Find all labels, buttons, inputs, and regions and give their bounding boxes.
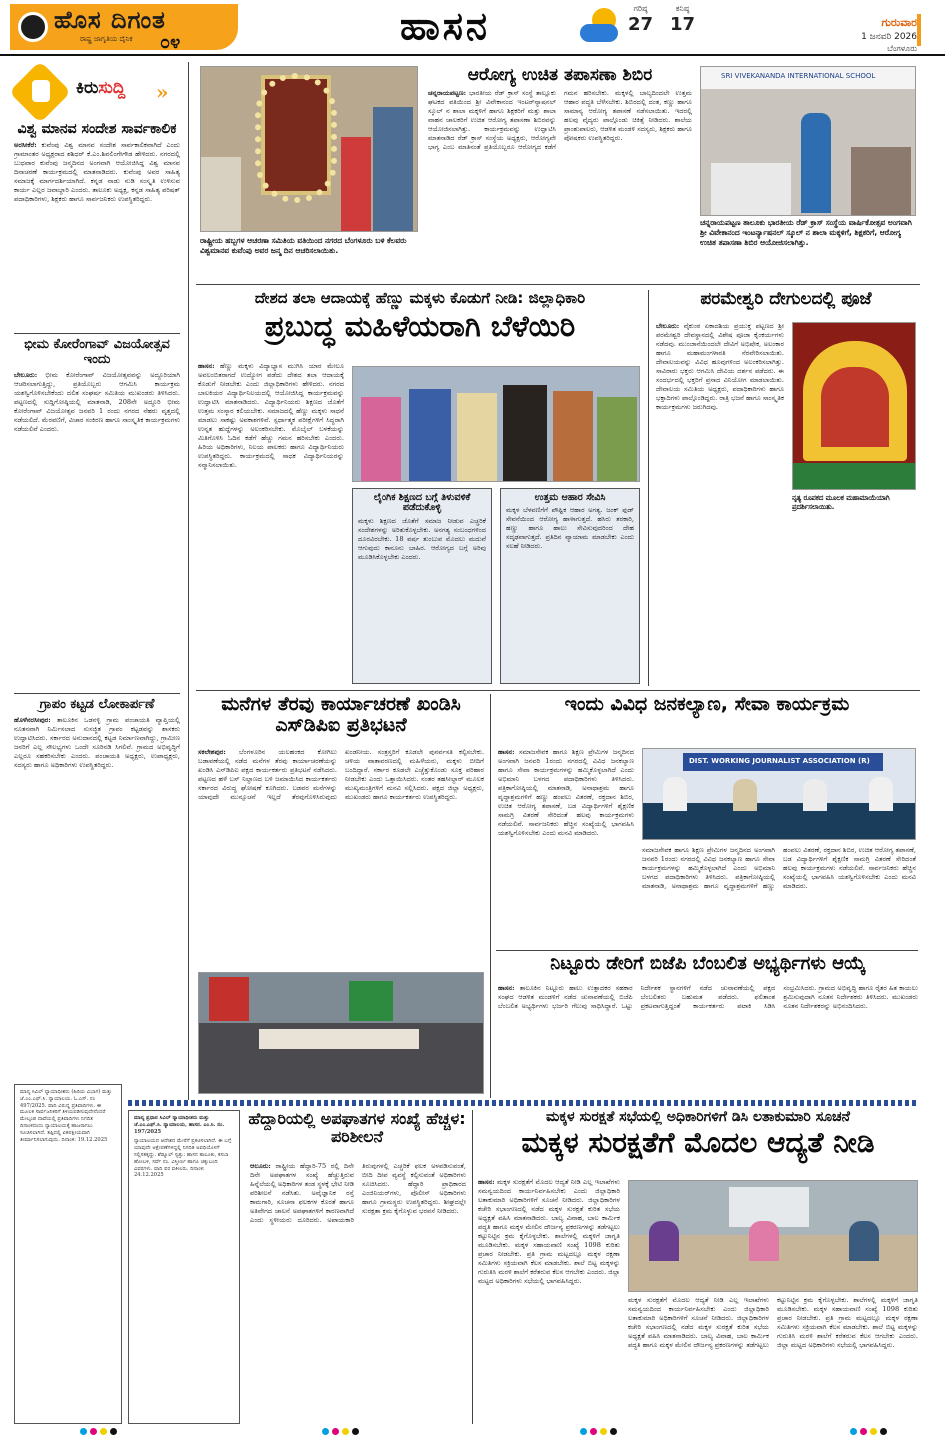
welfare-photo [642, 748, 916, 840]
notice-text: ನ್ಯಾಯಾಲಯದ ಆದೇಶದ ಮೇರೆಗೆ ಪ್ರಕಟಿಸಲಾಗಿದೆ. ಈ ಬಗ್ಗೆ ಯಾವುದೇ ಆಕ್ಷೇಪಣೆಗಳಿದ್ದಲ್ಲಿ ನಿಗದಿತ ಅವಧಿಯೊಳಗೆ ಸಲ್ಲಿಸತಕ್ಕದ್ದು. ಶೆಡ್ಯೂಲ್ ಸ್ವತ್ತು: ಹಾಸನ ತಾಲೂಕು, ಕಸಬಾ ಹೋಬಳಿ, ಸರ್ವೆ ನಂ. ವಿಸ್ತೀರ್ಣ ಹಾಗೂ ಚಕ್ಕುಬಂದಿ ವಿವರಗಳು. ವಾದಿ ಪರ ವಕೀಲರು. ದಿನಾಂಕ: 24.12.2025 [134, 1138, 232, 1179]
article-title: ಹೆದ್ದಾರಿಯಲ್ಲಿ ಅಪಘಾತಗಳ ಸಂಖ್ಯೆ ಹೆಚ್ಚಳ: ಪರಿಶೀಲನೆ [248, 1110, 466, 1146]
article-body: ಹಾಸನ: ಸಮಾಜಸೇವಕ ಹಾಗೂ ಶಿಕ್ಷಣ ಪ್ರೇಮಿಗಳ ಜನ್ಮದಿನದ ಅಂಗವಾಗಿ ಜನವರಿ 1ರಂದು ನಗರದಲ್ಲಿ ವಿವಿಧ ಜನಕಲ್ಯಾಣ ಹಾಗೂ ಸೇವಾ ಕಾರ್ಯಕ್ರಮಗಳನ್ನು ಹಮ್ಮಿಕೊಳ್ಳಲಾಗಿದೆ ಎಂದು ಅಭಿಮಾನಿ ಬಳಗದ ಪದಾಧಿಕಾರಿಗಳು ತಿಳಿಸಿದರು. ಪತ್ರಿಕಾಗೋಷ್ಠಿಯಲ್ಲಿ ಮಾತನಾಡಿ, ಅನಾಥಾಶ್ರಮ ಹಾಗೂ ವೃದ್ಧಾಶ್ರಮಗಳಿಗೆ ಹಣ್ಣು ಹಂಪಲು ವಿತರಣೆ, ರಕ್ತದಾನ ಶಿಬಿರ, ಉಚಿತ ಆರೋಗ್ಯ ತಪಾಸಣೆ, ಬಡ ವಿದ್ಯಾರ್ಥಿಗಳಿಗೆ ಶೈಕ್ಷಣಿಕ ಸಾಮಗ್ರಿ ವಿತರಣೆ ಸೇರಿದಂತೆ ಹಲವು ಕಾರ್ಯಕ್ರಮಗಳು ನಡೆಯಲಿವೆ. ಸಾರ್ವಜನಿಕರು ಹೆಚ್ಚಿನ ಸಂಖ್ಯೆಯಲ್ಲಿ ಭಾಗವಹಿಸಿ ಯಶಸ್ವಿಗೊಳಿಸಬೇಕು ಎಂದು ಮನವಿ ಮಾಡಿದರು. [498, 748, 634, 837]
box-body: ಮಕ್ಕಳು ಶಿಕ್ಷಣದ ಜೊತೆಗೆ ಸಮಾಜ ನೀಡುವ ಎಚ್ಚರಿಕೆ ಸಂದೇಶಗಳನ್ನು ಅರಿತುಕೊಳ್ಳಬೇಕು. ಅನಗತ್ಯ ಸಂಬಂಧಗಳಿಂದ ದೂರವಿರಬೇಕು. 18 ವರ್ಷ ತುಂಬುವ ಮೊದಲು ಮದುವೆ ಆಗುವುದು ಕಾನೂನು ಬಾಹಿರ. ಆರೋಗ್ಯದ ಬಗ್ಗೆ ಅರಿವು ಮೂಡಿಸಿಕೊಳ್ಳಬೇಕು ಎಂದರು. [358, 516, 486, 561]
temple-headline [654, 290, 918, 320]
protest-body [198, 748, 484, 968]
notice-text: ಮಾನ್ಯ ಸಿವಿಲ್ ನ್ಯಾಯಾಧೀಶರು (ಹಿರಿಯ ವಿಭಾಗ) ಮತ್ತು ಜೆ.ಎಂ.ಎಫ್.ಸಿ. ನ್ಯಾಯಾಲಯ. ಓ.ಎಸ್. ನಂ 497/2025. ವಾದಿ ವಿರುದ್ಧ ಪ್ರತಿವಾದಿಗಳು. ಈ ಮೂಲಕ ಸಾರ್ವಜನಿಕರಿಗೆ ತಿಳಿಯಪಡಿಸುವುದೇನೆಂದರೆ ಮೇಲ್ಕಂಡ ದಾವೆಯಲ್ಲಿ ಪ್ರತಿವಾದಿಗಳು ನಿಗದಿತ ದಿನಾಂಕದಂದು ನ್ಯಾಯಾಲಯಕ್ಕೆ ಹಾಜರಾಗಲು ಸೂಚಿಸಲಾಗಿದೆ. ತಪ್ಪಿದಲ್ಲಿ ಏಕಪಕ್ಷೀಯವಾಗಿ ತೀರ್ಮಾನಿಸಲಾಗುವುದು. ದಿನಾಂಕ: 19.12.2025 [20, 1089, 112, 1143]
child-safety-photo [628, 1180, 918, 1292]
article-body: ಮಕ್ಕಳ ಸುರಕ್ಷತೆಗೆ ಮೊದಲ ಆದ್ಯತೆ ನೀಡಿ ಎಲ್ಲ ಇಲಾಖೆಗಳು ಸಮನ್ವಯದಿಂದ ಕಾರ್ಯನಿರ್ವಹಿಸಬೇಕು ಎಂದು ಜಿಲ್ಲಾಧಿಕಾರಿ ಲತಾಕುಮಾರಿ ಅಧಿಕಾರಿಗಳಿಗೆ ಸೂಚನೆ ನೀಡಿದರು. ಜಿಲ್ಲಾಧಿಕಾರಿಗಳ ಕಚೇರಿ ಸಭಾಂಗಣದಲ್ಲಿ ನಡೆದ ಮಕ್ಕಳ ಸುರಕ್ಷತೆ ಕುರಿತ ಸಭೆಯ ಅಧ್ಯಕ್ಷತೆ ವಹಿಸಿ ಮಾತನಾಡಿದರು. ಬಾಲ್ಯ ವಿವಾಹ, ಬಾಲ ಕಾರ್ಮಿಕ ಪದ್ಧತಿ ಹಾಗೂ ಮಕ್ಕಳ ಮೇಲಿನ ದೌರ್ಜನ್ಯ ಪ್ರಕರಣಗಳನ್ನು ತಡೆಗಟ್ಟಲು ಕಟ್ಟುನಿಟ್ಟಿನ ಕ್ರಮ ಕೈಗೊಳ್ಳಬೇಕು. ಶಾಲೆಗಳಲ್ಲಿ ಮಕ್ಕಳಿಗೆ ಜಾಗೃತಿ ಮೂಡಿಸಬೇಕು. ಮಕ್ಕಳ ಸಹಾಯವಾಣಿ ಸಂಖ್ಯೆ 1098 ಕುರಿತು ಪ್ರಚಾರ ನೀಡಬೇಕು. ಪ್ರತಿ ಗ್ರಾಮ ಮಟ್ಟದಲ್ಲೂ ಮಕ್ಕಳ ರಕ್ಷಣಾ ಸಮಿತಿಗಳು ಸಕ್ರಿಯವಾಗಿ ಕೆಲಸ ಮಾಡಬೇಕು. ಶಾಲೆ ಬಿಟ್ಟ ಮಕ್ಕಳನ್ನು ಗುರುತಿಸಿ ಮರಳಿ ಶಾಲೆಗೆ ಕರೆತರುವ ಕೆಲಸ ಆಗಬೇಕು ಎಂದರು. ಜಿಲ್ಲಾ ಮಟ್ಟದ ಅಧಿಕಾರಿಗಳು ಸಭೆಯಲ್ಲಿ ಭಾಗವಹಿಸಿದ್ದರು. [628, 1296, 918, 1349]
box-title: ಉತ್ತಮ ಆಹಾರ ಸೇವಿಸಿ [534, 492, 606, 503]
accidents-headline [248, 1110, 466, 1158]
banner-text: DIST. WORKING JOURNALIST ASSOCIATION (R) [689, 757, 870, 765]
brand-panel [10, 4, 238, 53]
hand-icon [32, 80, 50, 102]
article-title: ನಿಟ್ಟೂರು ಡೇರಿಗೆ ಬಿಜೆಪಿ ಬೆಂಬಲಿತ ಅಭ್ಯರ್ಥಿಗಳು ಆಯ್ಕೆ [550, 954, 866, 974]
box-title: ಲೈಂಗಿಕ ಶಿಕ್ಷಣದ ಬಗ್ಗೆ ತಿಳುವಳಿಕೆ ಪಡೆದುಕೊಳ್ಳಿ [373, 492, 471, 514]
left-column [14, 122, 180, 1082]
chevron-right-icon: » [156, 80, 169, 104]
column-divider [188, 62, 189, 1102]
lead-body-col [198, 362, 344, 688]
child-safety-body-col [478, 1178, 620, 1424]
lead-kicker: ದೇಶದ ತಲಾ ಆದಾಯಕ್ಕೆ ಹೆಣ್ಣು ಮಕ್ಕಳು ಕೊಡುಗೆ ನೀಡಿ: ಜಿಲ್ಲಾಧಿಕಾರಿ [254, 290, 586, 307]
page-number: ೦೪ [160, 32, 181, 53]
article-body: ಸಮಾಜಸೇವಕ ಹಾಗೂ ಶಿಕ್ಷಣ ಪ್ರೇಮಿಗಳ ಜನ್ಮದಿನದ ಅಂಗವಾಗಿ ಜನವರಿ 1ರಂದು ನಗರದಲ್ಲಿ ವಿವಿಧ ಜನಕಲ್ಯಾಣ ಹಾಗೂ ಸೇವಾ ಕಾರ್ಯಕ್ರಮಗಳನ್ನು ಹಮ್ಮಿಕೊಳ್ಳಲಾಗಿದೆ ಎಂದು ಅಭಿಮಾನಿ ಬಳಗದ ಪದಾಧಿಕಾರಿಗಳು ತಿಳಿಸಿದರು. ಪತ್ರಿಕಾಗೋಷ್ಠಿಯಲ್ಲಿ ಮಾತನಾಡಿ, ಅನಾಥಾಶ್ರಮ ಹಾಗೂ ವೃದ್ಧಾಶ್ರಮಗಳಿಗೆ ಹಣ್ಣು ಹಂಪಲು ವಿತರಣೆ, ರಕ್ತದಾನ ಶಿಬಿರ, ಉಚಿತ ಆರೋಗ್ಯ ತಪಾಸಣೆ, ಬಡ ವಿದ್ಯಾರ್ಥಿಗಳಿಗೆ ಶೈಕ್ಷಣಿಕ ಸಾಮಗ್ರಿ ವಿತರಣೆ ಸೇರಿದಂತೆ ಹಲವು ಕಾರ್ಯಕ್ರಮಗಳು ನಡೆಯಲಿವೆ. ಸಾರ್ವಜನಿಕರು ಹೆಚ್ಚಿನ ಸಂಖ್ಯೆಯಲ್ಲಿ ಭಾಗವಹಿಸಿ ಯಶಸ್ವಿಗೊಳಿಸಬೇಕು ಎಂದು ಮನವಿ ಮಾಡಿದರು. [642, 846, 916, 890]
sidebar-box-1 [352, 488, 492, 684]
child-safety-headline [478, 1110, 918, 1176]
section-divider [496, 950, 918, 951]
lead-photo [352, 366, 640, 482]
article-title: ಮನೆಗಳ ತೆರವು ಕಾರ್ಯಾಚರಣೆ ಖಂಡಿಸಿ ಎಸ್‌ಡಿಪಿಐ ಪ್ರತಿಭಟನೆ [221, 694, 461, 736]
article-body: ಹಾಸನ: ತಾಲೂಕಿನ ನಿಟ್ಟೂರು ಹಾಲು ಉತ್ಪಾದಕರ ಸಹಕಾರ ಸಂಘದ ಆಡಳಿತ ಮಂಡಳಿಗೆ ನಡೆದ ಚುನಾವಣೆಯಲ್ಲಿ ಬಿಜೆಪಿ ಬೆಂಬಲಿತ ಅಭ್ಯರ್ಥಿಗಳು ಭರ್ಜರಿ ಗೆಲುವು ಸಾಧಿಸಿದ್ದಾರೆ. ಒಟ್ಟು ನಿರ್ದೇಶಕ ಸ್ಥಾನಗಳಿಗೆ ನಡೆದ ಚುನಾವಣೆಯಲ್ಲಿ ಪಕ್ಷದ ಬೆಂಬಲಿತರು ಬಹುಮತ ಪಡೆದರು. ಫಲಿತಾಂಶ ಪ್ರಕಟವಾಗುತ್ತಿದ್ದಂತೆ ಕಾರ್ಯಕರ್ತರು ಪಟಾಕಿ ಸಿಡಿಸಿ ಸಂಭ್ರಮಿಸಿದರು. ಗ್ರಾಮದ ಅಭಿವೃದ್ಧಿ ಹಾಗೂ ರೈತರ ಹಿತ ಕಾಯಲು ಶ್ರಮಿಸುವುದಾಗಿ ನೂತನ ನಿರ್ದೇಶಕರು ತಿಳಿಸಿದರು. ಮುಖಂಡರು ನೂತನ ನಿರ್ದೇಶಕರನ್ನು ಅಭಿನಂದಿಸಿದರು. [498, 984, 918, 1010]
article-body: ಚನ್ನರಾಯಪಟ್ಟಣ: ಭಾರತೀಯ ರೆಡ್ ಕ್ರಾಸ್ ಸಂಸ್ಥೆ ತಾಲ್ಲೂಕು ಘಟಕದ ವತಿಯಿಂದ ಶ್ರೀ ವಿವೇಕಾನಂದ ಇಂಟರ್‌ನ್ಯಾಷನಲ್ ಸ್ಕೂಲ್ ನ ಶಾಲಾ ಮಕ್ಕಳಿಗೆ ಹಾಗೂ ಶಿಕ್ಷಕರಿಗೆ ಮತ್ತು ಶಾಲಾ ವಾಹನ ಚಾಲಕರಿಗೆ ಉಚಿತ ಆರೋಗ್ಯ ತಪಾಸಣಾ ಶಿಬಿರವನ್ನು ಆಯೋಜಿಸಲಾಗಿತ್ತು. ಕಾರ್ಯಕ್ರಮವನ್ನು ಉದ್ಘಾಟಿಸಿ ಮಾತನಾಡಿದ ರೆಡ್ ಕ್ರಾಸ್ ಸಂಸ್ಥೆಯ ಅಧ್ಯಕ್ಷರು, ಆರೋಗ್ಯವೇ ಭಾಗ್ಯ ಎಂಬ ಮಾತಿನಂತೆ ಪ್ರತಿಯೊಬ್ಬರೂ ಆರೋಗ್ಯದ ಕಡೆಗೆ ಗಮನ ಹರಿಸಬೇಕು. ಮಕ್ಕಳಲ್ಲಿ ಬಾಲ್ಯದಿಂದಲೇ ಉತ್ತಮ ಆಹಾರ ಪದ್ಧತಿ ಬೆಳೆಸಬೇಕು. ಶಿಬಿರದಲ್ಲಿ ದಂತ, ಕಣ್ಣು ಹಾಗೂ ಸಾಮಾನ್ಯ ಆರೋಗ್ಯ ತಪಾಸಣೆ ನಡೆಸಲಾಯಿತು. ಇದರಲ್ಲಿ ಹಲವು ವೈದ್ಯರು ಪಾಲ್ಗೊಂಡು ಚಿಕಿತ್ಸೆ ನೀಡಿದರು. ಶಾಲೆಯ ಪ್ರಾಂಶುಪಾಲರು, ಆಡಳಿತ ಮಂಡಳಿ ಸದಸ್ಯರು, ಶಿಕ್ಷಕರು ಹಾಗೂ ಪೋಷಕರು ಉಪಸ್ಥಿತರಿದ್ದರು. [428, 88, 692, 151]
max-temp: ಗರಿಷ್ಠ 27 [628, 4, 654, 35]
brand-tagline: ರಾಷ್ಟ್ರ ಜಾಗೃತಿಯ ದೈನಿಕ [80, 35, 133, 43]
school-camp-caption: ಚನ್ನರಾಯಪಟ್ಟಣ ತಾಲೂಕು ಭಾರತೀಯ ರೆಡ್ ಕ್ರಾಸ್ ಸಂಸ್ಥೆಯ ವಾರ್ಷಿಕೋತ್ಸವ ಅಂಗವಾಗಿ ಶ್ರೀ ವಿವೇಕಾನಂದ ಇಂಟರ್ನ್ಯಾಷನಲ್ ಸ್ಕೂಲ್ ನ ಶಾಲಾ ಮಕ್ಕಳಿಗೆ, ಶಿಕ್ಷಕರಿಗೆ, ಆರೋಗ್ಯ ಉಚಿತ ತಪಾಸಣಾ ಶಿಬಿರ ಆಯೋಜಿಸಲಾಗಿತ್ತು. [700, 218, 912, 247]
bjp-body [498, 984, 918, 1096]
brand-name: ಹೊಸ ದಿಗಂತ [54, 6, 166, 34]
legal-notice-1 [14, 1084, 122, 1424]
kiru-suddi-badge [14, 64, 180, 118]
article-title: ಇಂದು ವಿವಿಧ ಜನಕಲ್ಯಾಣ, ಸೇವಾ ಕಾರ್ಯಕ್ರಮ [564, 694, 850, 715]
section-divider [196, 284, 920, 285]
kuvempu-photo [200, 66, 418, 232]
welfare-body-col [498, 748, 634, 944]
bjp-headline [498, 954, 918, 984]
column-divider [490, 694, 491, 1098]
welfare-headline [496, 694, 918, 724]
masthead [0, 0, 945, 56]
protest-headline [198, 694, 484, 744]
article-body: ಹಾಸನ: ಮಕ್ಕಳ ಸುರಕ್ಷತೆಗೆ ಮೊದಲ ಆದ್ಯತೆ ನೀಡಿ ಎಲ್ಲ ಇಲಾಖೆಗಳು ಸಮನ್ವಯದಿಂದ ಕಾರ್ಯನಿರ್ವಹಿಸಬೇಕು ಎಂದು ಜಿಲ್ಲಾಧಿಕಾರಿ ಲತಾಕುಮಾರಿ ಅಧಿಕಾರಿಗಳಿಗೆ ಸೂಚನೆ ನೀಡಿದರು. ಜಿಲ್ಲಾಧಿಕಾರಿಗಳ ಕಚೇರಿ ಸಭಾಂಗಣದಲ್ಲಿ ನಡೆದ ಮಕ್ಕಳ ಸುರಕ್ಷತೆ ಕುರಿತ ಸಭೆಯ ಅಧ್ಯಕ್ಷತೆ ವಹಿಸಿ ಮಾತನಾಡಿದರು. ಬಾಲ್ಯ ವಿವಾಹ, ಬಾಲ ಕಾರ್ಮಿಕ ಪದ್ಧತಿ ಹಾಗೂ ಮಕ್ಕಳ ಮೇಲಿನ ದೌರ್ಜನ್ಯ ಪ್ರಕರಣಗಳನ್ನು ತಡೆಗಟ್ಟಲು ಕಟ್ಟುನಿಟ್ಟಿನ ಕ್ರಮ ಕೈಗೊಳ್ಳಬೇಕು. ಶಾಲೆಗಳಲ್ಲಿ ಮಕ್ಕಳಿಗೆ ಜಾಗೃತಿ ಮೂಡಿಸಬೇಕು. ಮಕ್ಕಳ ಸಹಾಯವಾಣಿ ಸಂಖ್ಯೆ 1098 ಕುರಿತು ಪ್ರಚಾರ ನೀಡಬೇಕು. ಪ್ರತಿ ಗ್ರಾಮ ಮಟ್ಟದಲ್ಲೂ ಮಕ್ಕಳ ರಕ್ಷಣಾ ಸಮಿತಿಗಳು ಸಕ್ರಿಯವಾಗಿ ಕೆಲಸ ಮಾಡಬೇಕು. ಶಾಲೆ ಬಿಟ್ಟ ಮಕ್ಕಳನ್ನು ಗುರುತಿಸಿ ಮರಳಿ ಶಾಲೆಗೆ ಕರೆತರುವ ಕೆಲಸ ಆಗಬೇಕು ಎಂದರು. ಜಿಲ್ಲಾ ಮಟ್ಟದ ಅಧಿಕಾರಿಗಳು ಸಭೆಯಲ್ಲಿ ಭಾಗವಹಿಸಿದ್ದರು. [478, 1178, 620, 1285]
lead-title: ಪ್ರಬುದ್ಧ ಮಹಿಳೆಯರಾಗಿ ಬೆಳೆಯಿರಿ [264, 308, 576, 343]
temple-photo-caption: ನೃತ್ಯ ರೂಪಕದ ಮೂಲಕ ಮಹಾಮಾಯೆಯಾಗಿ ಪ್ರದರ್ಶಿಸಲಾಯಿತು. [792, 494, 890, 511]
accidents-body [250, 1162, 466, 1424]
registration-marks [580, 1428, 617, 1435]
lead-headline [198, 290, 642, 352]
kiru-suddi-label: ಕಿರುಸುದ್ದಿ [76, 78, 126, 98]
health-camp-article [428, 66, 692, 280]
masthead-accent [917, 14, 921, 46]
article-title: ಆರೋಗ್ಯ ಉಚಿತ ತಪಾಸಣಾ ಶಿಬಿರ [467, 66, 653, 85]
article-body: ಅರಸೀಕೆರೆ: ಕುವೆಂಪು ವಿಶ್ವ ಮಾನವ ಸಂದೇಶ ಸಾರ್ವಕಾಲಿಕವಾಗಿದೆ ಎಂದು ಗ್ರಾಮಾಂತರ ಅಧ್ಯಕ್ಷರಾದ ಶಶಿಧರ್ ಕೆ.ಎಂ.ಶಿವಲಿಂಗೇಗೌಡ ಹೇಳಿದರು. ನಗರದಲ್ಲಿ ಬುಧವಾರ ಕುವೆಂಪು ಜನ್ಮದಿನದ ಅಂಗವಾಗಿ ಆಯೋಜಿಸಿದ್ದ ವಿಶ್ವ ಮಾನವ ದಿನಾಚರಣೆ ಕಾರ್ಯಕ್ರಮದಲ್ಲಿ ಮಾತನಾಡಿದರು. ಕುವೆಂಪು ಅವರ ಸಾಹಿತ್ಯ ಸಮಾಜಕ್ಕೆ ಮಾರ್ಗದರ್ಶಿಯಾಗಿದೆ. ಕನ್ನಡ ನಾಡು ನುಡಿ ಸಂಸ್ಕೃತಿ ಉಳಿಸುವ ಕಾರ್ಯ ಎಲ್ಲರ ಜವಾಬ್ದಾರಿ ಎಂದರು. ತಾಲೂಕು ಅಧ್ಯಕ್ಷ, ಕನ್ನಡ ಸಾಹಿತ್ಯ ಪರಿಷತ್ ಪದಾಧಿಕಾರಿಗಳು, ಶಿಕ್ಷಕರು ಹಾಗೂ ಸಾರ್ವಜನಿಕರು ಉಪಸ್ಥಿತರಿದ್ದರು. [14, 141, 180, 204]
protest-photo [198, 972, 484, 1094]
section-divider [196, 690, 920, 691]
child-safety-kicker: ಮಕ್ಕಳ ಸುರಕ್ಷತೆ ಸಭೆಯಲ್ಲಿ ಅಧಿಕಾರಿಗಳಿಗೆ ಡಿಸಿ ಲತಾಕುಮಾರಿ ಸೂಚನೆ [546, 1110, 850, 1125]
column-divider [472, 1110, 473, 1424]
temple-photo [792, 322, 916, 490]
school-sign: SRI VIVEKANANDA INTERNATIONAL SCHOOL [721, 72, 876, 80]
issue-date: ಗುರುವಾರ 1 ಜನವರಿ 2026 ಬೆಂಗಳೂರು [861, 16, 917, 53]
registration-marks [322, 1428, 359, 1435]
child-safety-title: ಮಕ್ಕಳ ಸುರಕ್ಷತೆಗೆ ಮೊದಲ ಆದ್ಯತೆ ನೀಡಿ [521, 1126, 875, 1160]
article-body: ಸಕಲೇಶಪುರ: ಬೆಂಗಳೂರಿನ ಯಲಹಂಕದ ಕೋಗಿಲು ಬಡಾವಣೆಯಲ್ಲಿ ನಡೆದ ಮನೆಗಳ ತೆರವು ಕಾರ್ಯಾಚರಣೆಯನ್ನು ಖಂಡಿಸಿ ಎಸ್‌ಡಿಪಿಐ ಪಕ್ಷದ ಕಾರ್ಯಕರ್ತರು ಪ್ರತಿಭಟನೆ ನಡೆಸಿದರು. ಪಟ್ಟಣದ ಹಳೆ ಬಸ್ ನಿಲ್ದಾಣದ ಬಳಿ ಜಮಾಯಿಸಿದ ಕಾರ್ಯಕರ್ತರು ಸರ್ಕಾರದ ವಿರುದ್ಧ ಘೋಷಣೆ ಕೂಗಿದರು. ಬಡವರ ಮನೆಗಳನ್ನು ಯಾವುದೇ ಮುನ್ಸೂಚನೆ ಇಲ್ಲದೆ ತೆರವುಗೊಳಿಸಿರುವುದು ಖಂಡನೀಯ. ಸಂತ್ರಸ್ತರಿಗೆ ಕೂಡಲೇ ಪುನರ್ವಸತಿ ಕಲ್ಪಿಸಬೇಕು. ಚಳಿಯ ವಾತಾವರಣದಲ್ಲಿ ಮಹಿಳೆಯರು, ಮಕ್ಕಳು ಬೀದಿಗೆ ಬಂದಿದ್ದಾರೆ. ಸರ್ಕಾರ ಕೂಡಲೇ ಎಚ್ಚೆತ್ತುಕೊಂಡು ಸೂಕ್ತ ಪರಿಹಾರ ನೀಡಬೇಕು ಎಂದು ಒತ್ತಾಯಿಸಿದರು. ನಂತರ ತಹಸೀಲ್ದಾರ್ ಮೂಲಕ ಮುಖ್ಯಮಂತ್ರಿಗಳಿಗೆ ಮನವಿ ಸಲ್ಲಿಸಿದರು. ಪಕ್ಷದ ಜಿಲ್ಲಾ ಅಧ್ಯಕ್ಷರು, ಮುಖಂಡರು ಹಾಗೂ ಕಾರ್ಯಕರ್ತರು ಉಪಸ್ಥಿತರಿದ್ದರು. [198, 748, 484, 801]
child-safety-body-col-2 [628, 1296, 918, 1424]
edition-city: ಹಾಸನ [400, 4, 491, 48]
welfare-body-col-2 [642, 846, 916, 946]
article-body: ಆಲೂರು: ರಾಷ್ಟ್ರೀಯ ಹೆದ್ದಾರಿ-75 ರಲ್ಲಿ ದಿನೇ ದಿನೇ ಅಪಘಾತಗಳ ಸಂಖ್ಯೆ ಹೆಚ್ಚುತ್ತಿರುವ ಹಿನ್ನೆಲೆಯಲ್ಲಿ ಅಧಿಕಾರಿಗಳ ತಂಡ ಸ್ಥಳಕ್ಕೆ ಭೇಟಿ ನೀಡಿ ಪರಿಶೀಲನೆ ನಡೆಸಿತು. ಅವೈಜ್ಞಾನಿಕ ರಸ್ತೆ ಕಾಮಗಾರಿ, ಸೂಚನಾ ಫಲಕಗಳ ಕೊರತೆ ಹಾಗೂ ಅತಿವೇಗದ ಚಾಲನೆ ಅಪಘಾತಗಳಿಗೆ ಕಾರಣವಾಗಿದೆ ಎಂದು ಸ್ಥಳೀಯರು ದೂರಿದರು. ಅಪಾಯಕಾರಿ ತಿರುವುಗಳಲ್ಲಿ ಎಚ್ಚರಿಕೆ ಫಲಕ ಅಳವಡಿಸುವಂತೆ, ಬೀದಿ ದೀಪ ವ್ಯವಸ್ಥೆ ಕಲ್ಪಿಸುವಂತೆ ಅಧಿಕಾರಿಗಳು ಸೂಚಿಸಿದರು. ಹೆದ್ದಾರಿ ಪ್ರಾಧಿಕಾರದ ಎಂಜಿನಿಯರ್‌ಗಳು, ಪೊಲೀಸ್ ಅಧಿಕಾರಿಗಳು ಹಾಗೂ ಗ್ರಾಮಸ್ಥರು ಉಪಸ್ಥಿತರಿದ್ದರು. ಶೀಘ್ರದಲ್ಲೇ ಸುರಕ್ಷತಾ ಕ್ರಮ ಕೈಗೊಳ್ಳುವ ಭರವಸೆ ನೀಡಿದರು. [250, 1162, 466, 1224]
kuvempu-photo-caption: ರಾಷ್ಟ್ರೀಯ ಹಬ್ಬಗಳ ಆಚರಣಾ ಸಮಿತಿಯ ವತಿಯಿಂದ ನಗರದ ಬೆಂಗಳೂರು ಬಳಿ ಕೆಲವರು ವಿಶ್ವಮಾನವ ಕುವೆಂಪು ಅವರ ಜನ್ಮ ದಿನ ಆಚರಿಸಲಾಯಿತು. [200, 236, 407, 255]
weather-icon [578, 4, 622, 48]
school-camp-photo [700, 66, 916, 216]
min-temp: ಕನಿಷ್ಠ 17 [670, 4, 696, 35]
section-bar [128, 1100, 918, 1106]
article-body: ಬೇಲೂರು: ಭೀಮ ಕೋರೆಂಗಾವ್ ವಿಜಯೋತ್ಸವವನ್ನು ಅದ್ದೂರಿಯಾಗಿ ಆಚರಿಸಲಾಗುತ್ತಿದ್ದು, ಪ್ರತಿಯೊಬ್ಬರು ಆಗಮಿಸಿ ಕಾರ್ಯಕ್ರಮ ಯಶಸ್ವಿಗೊಳಿಸಬೇಕೆಂದು ದಲಿತ ಸಂಘರ್ಷ ಸಮಿತಿಯ ಮುಖಂಡರು ತಿಳಿಸಿದರು. ಪಟ್ಟಣದಲ್ಲಿ ಸುದ್ದಿಗೋಷ್ಠಿಯಲ್ಲಿ ಮಾತನಾಡಿ, 208ನೇ ಅದ್ದೂರಿ ಭೀಮ ಕೋರೆಂಗಾವ್ ವಿಜಯೋತ್ಸವ ಜನವರಿ 1 ರಂದು ನಗರದ ನೆಹರು ವೃತ್ತದಲ್ಲಿ ನಡೆಯಲಿದೆ. ಮೆರವಣಿಗೆ, ವಿಚಾರ ಸಂಕಿರಣ ಹಾಗೂ ಸಾಂಸ್ಕೃತಿಕ ಕಾರ್ಯಕ್ರಮಗಳು ನಡೆಯಲಿವೆ ಎಂದರು. [14, 370, 180, 433]
article-title: ಭೀಮ ಕೋರೆಂಗಾವ್ ವಿಜಯೋತ್ಸವ ಇಂದು [24, 337, 170, 367]
column-divider [648, 290, 649, 686]
article-title: ಗ್ರಾಪಂ ಕಟ್ಟಡ ಲೋಕಾರ್ಪಣೆ [39, 696, 155, 712]
brand-logo-icon [18, 12, 48, 42]
notice-head: ಮಾನ್ಯ ಪ್ರಧಾನ ಸಿವಿಲ್ ನ್ಯಾಯಾಧೀಶರು ಮತ್ತು ಜೆ.ಎಂ.ಎಫ್.ಸಿ. ನ್ಯಾಯಾಲಯ, ಹಾಸನ. ಎಂ.ಸಿ. ನಂ. 197/2025 [134, 1115, 225, 1135]
article-title: ವಿಶ್ವ ಮಾನವ ಸಂದೇಶ ಸಾರ್ವಕಾಲಿಕ [17, 122, 177, 137]
box-body: ಮಕ್ಕಳ ಬೆಳವಣಿಗೆಗೆ ಪೌಷ್ಟಿಕ ಆಹಾರ ಅಗತ್ಯ. ಜಂಕ್ ಫುಡ್ ಸೇವನೆಯಿಂದ ಆರೋಗ್ಯ ಹಾಳಾಗುತ್ತದೆ. ಹಸಿರು ತರಕಾರಿ, ಹಣ್ಣು ಹಾಗೂ ಹಾಲು ಸೇವಿಸುವುದರಿಂದ ದೇಹ ಸದೃಢವಾಗುತ್ತದೆ. ಪ್ರತಿದಿನ ವ್ಯಾಯಾಮ ಮಾಡಬೇಕು ಎಂದು ಸಲಹೆ ನೀಡಿದರು. [506, 506, 634, 551]
temple-body-col [656, 322, 784, 686]
article-body: ಹಾಸನ: ಹೆಣ್ಣು ಮಕ್ಕಳು ವಿದ್ಯಾಭ್ಯಾಸ ಮುಗಿಸಿ ಯಾರ ಮೇಲೂ ಅವಲಂಬಿತರಾಗದೆ ಉದ್ಯೋಗ ಪಡೆದು ದೇಶದ ತಲಾ ಆದಾಯಕ್ಕೆ ಕೊಡುಗೆ ನೀಡಬೇಕು ಎಂದು ಜಿಲ್ಲಾಧಿಕಾರಿಗಳು ಹೇಳಿದರು. ನಗರದ ಬಾಲಕಿಯರ ವಿದ್ಯಾರ್ಥಿನಿಲಯದಲ್ಲಿ ಆಯೋಜಿಸಿದ್ದ ಕಾರ್ಯಕ್ರಮವನ್ನು ಉದ್ಘಾಟಿಸಿ ಮಾತನಾಡಿದರು. ವಿದ್ಯಾರ್ಥಿನಿಯರು ಶಿಕ್ಷಣದ ಜೊತೆಗೆ ಉತ್ತಮ ಸಂಸ್ಕಾರ ಕಲಿಯಬೇಕು. ಸಮಾಜದಲ್ಲಿ ಹೆಣ್ಣು ಮಕ್ಕಳು ಸಾಧನೆ ಮಾಡಲು ಸಾಕಷ್ಟು ಅವಕಾಶಗಳಿವೆ. ಸ್ಪರ್ಧಾತ್ಮಕ ಪರೀಕ್ಷೆಗಳಿಗೆ ಸಿದ್ಧರಾಗಿ ಉನ್ನತ ಹುದ್ದೆಗಳನ್ನು ಅಲಂಕರಿಸಬೇಕು. ಮೊಬೈಲ್ ಬಳಕೆಯನ್ನು ಮಿತಿಗೊಳಿಸಿ ಓದಿನ ಕಡೆಗೆ ಹೆಚ್ಚು ಗಮನ ಹರಿಸಬೇಕು ಎಂದರು. ಹಿರಿಯ ಅಧಿಕಾರಿಗಳು, ನಿಲಯ ಪಾಲಕರು ಹಾಗೂ ವಿದ್ಯಾರ್ಥಿನಿಯರು ಉಪಸ್ಥಿತರಿದ್ದರು. ಕಾರ್ಯಕ್ರಮದಲ್ಲಿ ಸಾಧಕ ವಿದ್ಯಾರ್ಥಿನಿಯರನ್ನು ಸನ್ಮಾನಿಸಲಾಯಿತು. [198, 362, 344, 469]
registration-marks [850, 1428, 887, 1435]
article-body: ಬೇಲೂರು: ವೈಕುಂಠ ಏಕಾದಶಿಯ ಪ್ರಯುಕ್ತ ಪಟ್ಟಣದ ಶ್ರೀ ಪರಮೇಶ್ವರಿ ದೇವಸ್ಥಾನದಲ್ಲಿ ವಿಶೇಷ ಪೂಜಾ ಕೈಂಕರ್ಯಗಳು ನಡೆದವು. ಮುಂಜಾನೆಯಿಂದಲೇ ದೇವಿಗೆ ಅಭಿಷೇಕ, ಅಲಂಕಾರ ಹಾಗೂ ಮಹಾಮಂಗಳಾರತಿ ನೆರವೇರಿಸಲಾಯಿತು. ದೇವಾಲಯವನ್ನು ವಿವಿಧ ಹೂವುಗಳಿಂದ ಅಲಂಕರಿಸಲಾಗಿತ್ತು. ಸಾವಿರಾರು ಭಕ್ತರು ಆಗಮಿಸಿ ದೇವಿಯ ದರ್ಶನ ಪಡೆದರು. ಈ ಸಂದರ್ಭದಲ್ಲಿ ಭಕ್ತರಿಗೆ ಪ್ರಸಾದ ವಿನಿಯೋಗ ಮಾಡಲಾಯಿತು. ದೇವಾಲಯ ಸಮಿತಿಯ ಅಧ್ಯಕ್ಷರು, ಪದಾಧಿಕಾರಿಗಳು ಹಾಗೂ ಭಕ್ತಾದಿಗಳು ಪಾಲ್ಗೊಂಡಿದ್ದರು. ರಾತ್ರಿ ಭಜನೆ ಹಾಗೂ ಸಾಂಸ್ಕೃತಿಕ ಕಾರ್ಯಕ್ರಮಗಳು ಜರುಗಿದವು. [656, 322, 784, 411]
legal-notice-2 [128, 1110, 240, 1424]
article-body: ಹೊಳೆನರಸೀಪುರ: ತಾಲೂಕಿನ ಒಡನಳ್ಳಿ ಗ್ರಾಮ ಪಂಚಾಯತಿ ವ್ಯಾಪ್ತಿಯಲ್ಲಿ ನೂತನವಾಗಿ ನಿರ್ಮಿಸಲಾದ ಸುಸಜ್ಜಿತ ಗ್ರಾಪಂ ಕಟ್ಟಡವನ್ನು ಶಾಸಕರು ಉದ್ಘಾಟಿಸಿದರು. ಸರ್ಕಾರದ ಅನುದಾನದಲ್ಲಿ ಕಟ್ಟಡ ನಿರ್ಮಾಣವಾಗಿದ್ದು, ಗ್ರಾಮೀಣ ಜನರಿಗೆ ಎಲ್ಲ ಸೌಲಭ್ಯಗಳು ಒಂದೇ ಸೂರಿನಡಿ ಸಿಗಲಿವೆ. ಗ್ರಾಮದ ಅಭಿವೃದ್ಧಿಗೆ ಎಲ್ಲರೂ ಸಹಕರಿಸಬೇಕು ಎಂದರು. ಪಂಚಾಯತಿ ಅಧ್ಯಕ್ಷರು, ಉಪಾಧ್ಯಕ್ಷರು, ಸದಸ್ಯರು ಹಾಗೂ ಅಧಿಕಾರಿಗಳು ಉಪಸ್ಥಿತರಿದ್ದರು. [14, 716, 180, 770]
registration-marks [80, 1428, 117, 1435]
sidebar-box-2 [500, 488, 640, 684]
article-title: ಪರಮೇಶ್ವರಿ ದೇಗುಲದಲ್ಲಿ ಪೂಜೆ [700, 290, 872, 309]
